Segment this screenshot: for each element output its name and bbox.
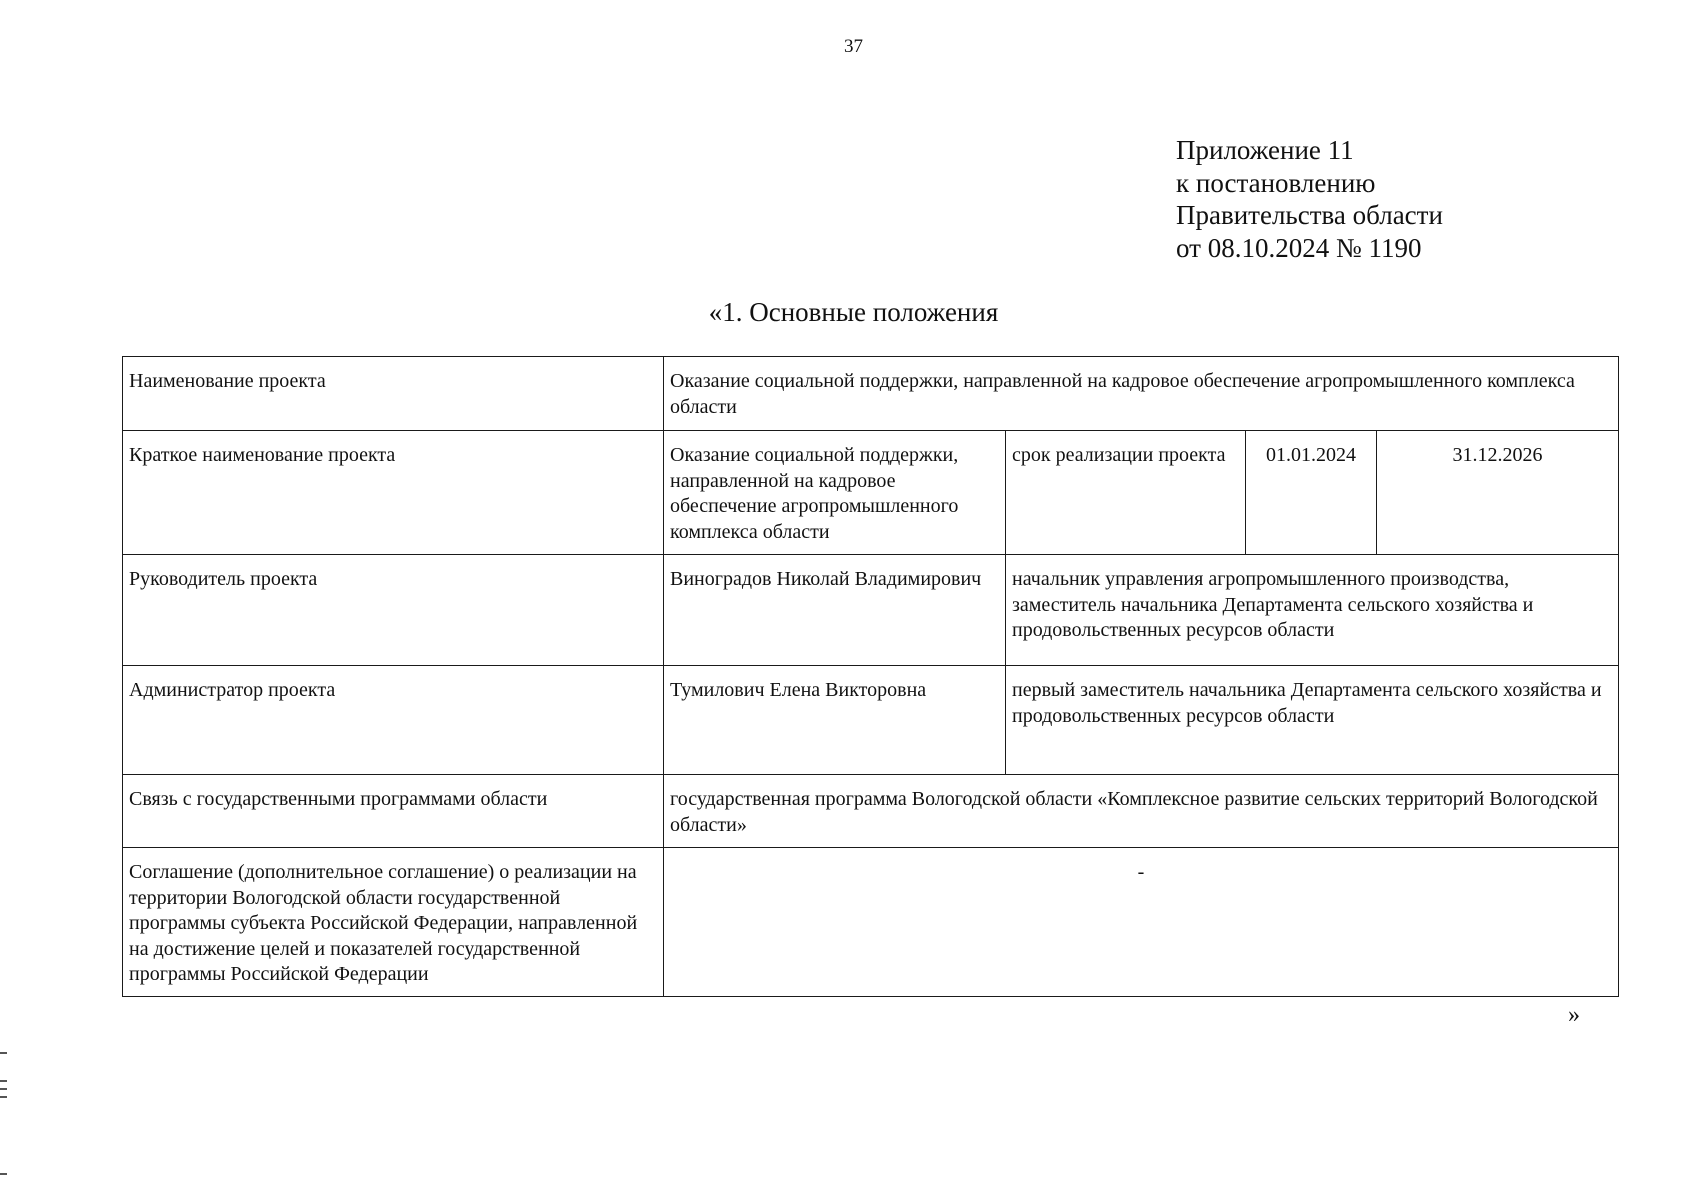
- project-passport-table: [122, 356, 1619, 997]
- appendix-line-2: к постановлению: [1176, 167, 1376, 198]
- scan-artifact: [0, 1096, 7, 1098]
- table-row: [123, 431, 1619, 555]
- section-title: «1. Основные положения: [708, 297, 999, 327]
- project-leader-name: Виноградов Николай Владимирович: [664, 555, 1006, 666]
- project-admin-name: Тумилович Елена Викторовна: [664, 666, 1006, 775]
- agreement-value: -: [664, 848, 1619, 997]
- scan-artifact: [0, 1088, 7, 1090]
- end-date: 31.12.2026: [1377, 431, 1619, 555]
- state-program-link-value: государственная программа Вологодской области «Комплексное развитие сельских территорий Вологодской области»: [664, 775, 1619, 848]
- appendix-block: [1176, 134, 1443, 264]
- project-leader-position: начальник управления агропромышленного производства, заместитель начальника Департамента сельского хозяйства и продовольственных ресурсов области: [1006, 555, 1619, 666]
- appendix-line-3: Правительства области: [1176, 200, 1443, 230]
- project-name-label: Наименование проекта: [123, 357, 664, 431]
- agreement-label: Соглашение (дополнительное соглашение) о реализации на территории Вологодской области государственной программы субъекта Российской Федерации, направленной на достижение целей и показателей государственной программы Российской Федерации: [123, 848, 664, 997]
- period-label: срок реализации проекта: [1006, 431, 1246, 555]
- project-name-value: Оказание социальной поддержки, направленной на кадровое обеспечение агропромышленного комплекса области: [664, 357, 1619, 431]
- appendix-line-1: Приложение 11: [1176, 135, 1354, 165]
- scan-artifact: [0, 1080, 7, 1082]
- table-row: [123, 848, 1619, 997]
- short-name-value: Оказание социальной поддержки, направленной на кадровое обеспечение агропромышленного комплекса области: [664, 431, 1006, 555]
- start-date: 01.01.2024: [1246, 431, 1377, 555]
- appendix-line-4: от 08.10.2024 № 1190: [1176, 232, 1422, 263]
- page-number: 37: [844, 36, 863, 57]
- closing-quote: »: [1568, 1002, 1580, 1028]
- project-admin-position: первый заместитель начальника Департамента сельского хозяйства и продовольственных ресурсов области: [1006, 666, 1619, 775]
- table-row: [123, 666, 1619, 775]
- project-leader-label: Руководитель проекта: [123, 555, 664, 666]
- scan-artifact: [0, 1173, 7, 1175]
- project-admin-label: Администратор проекта: [123, 666, 664, 775]
- table-row: [123, 357, 1619, 431]
- table-row: [123, 555, 1619, 666]
- table-row: [123, 775, 1619, 848]
- scan-artifact: [0, 1052, 7, 1054]
- state-program-link-label: Связь с государственными программами области: [123, 775, 664, 848]
- short-name-label: Краткое наименование проекта: [123, 431, 664, 555]
